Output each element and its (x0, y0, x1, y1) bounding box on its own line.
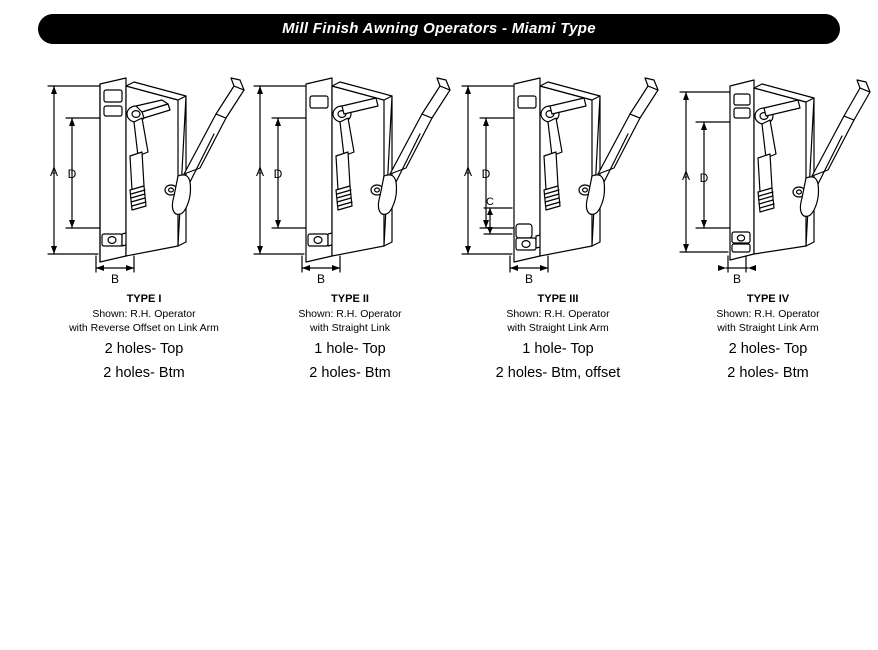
shown-line: Shown: R.H. Operator (92, 308, 196, 320)
caption-type-ii (244, 292, 456, 383)
svg-text:D: D (67, 167, 77, 181)
detail-line: with Straight Link Arm (507, 322, 609, 334)
type-label: TYPE II (331, 293, 369, 305)
holes-top: 2 holes- Top (104, 341, 184, 357)
svg-text:A: A (255, 165, 265, 179)
title-banner (38, 14, 840, 44)
shown-line: Shown: R.H. Operator (298, 308, 402, 320)
detail-line: with Straight Link Arm (717, 322, 819, 334)
figure-type-iii (452, 56, 664, 396)
holes-top: 2 holes- Top (728, 341, 808, 357)
type-label: TYPE I (126, 293, 162, 305)
holes-btm: 2 holes- Btm (727, 365, 809, 381)
holes-btm: 2 holes- Btm (309, 365, 391, 381)
awning-operator-drawing-type-iv (662, 56, 874, 286)
svg-text:A: A (49, 165, 59, 179)
caption-type-iii (452, 292, 664, 383)
svg-text:B: B (524, 272, 534, 286)
svg-text:B: B (110, 272, 120, 286)
svg-text:B: B (316, 272, 326, 286)
figure-type-ii (244, 56, 456, 396)
detail-line: with Reverse Offset on Link Arm (69, 322, 219, 334)
holes-top: 1 hole- Top (314, 341, 386, 357)
svg-text:A: A (463, 165, 473, 179)
page-title: Mill Finish Awning Operators - Miami Type (282, 20, 596, 37)
shown-line: Shown: R.H. Operator (506, 308, 610, 320)
svg-text:A: A (681, 169, 691, 183)
detail-line: with Straight Link (310, 322, 390, 334)
svg-text:D: D (273, 167, 283, 181)
svg-text:B: B (732, 272, 742, 286)
type-label: TYPE IV (746, 293, 790, 305)
figure-type-i (38, 56, 250, 396)
awning-operator-drawing-type-i (38, 56, 250, 286)
figure-type-iv (662, 56, 874, 396)
awning-operator-drawing-type-ii (244, 56, 456, 286)
figure-row (0, 56, 878, 396)
holes-top: 1 hole- Top (522, 341, 594, 357)
caption-type-iv (662, 292, 874, 383)
svg-text:D: D (481, 167, 491, 181)
awning-operator-drawing-type-iii (452, 56, 664, 286)
holes-btm: 2 holes- Btm, offset (495, 365, 621, 381)
caption-type-i (38, 292, 250, 383)
holes-btm: 2 holes- Btm (103, 365, 185, 381)
shown-line: Shown: R.H. Operator (716, 308, 820, 320)
svg-text:D: D (699, 171, 709, 185)
type-label: TYPE III (537, 293, 579, 305)
svg-text:C: C (486, 196, 494, 208)
